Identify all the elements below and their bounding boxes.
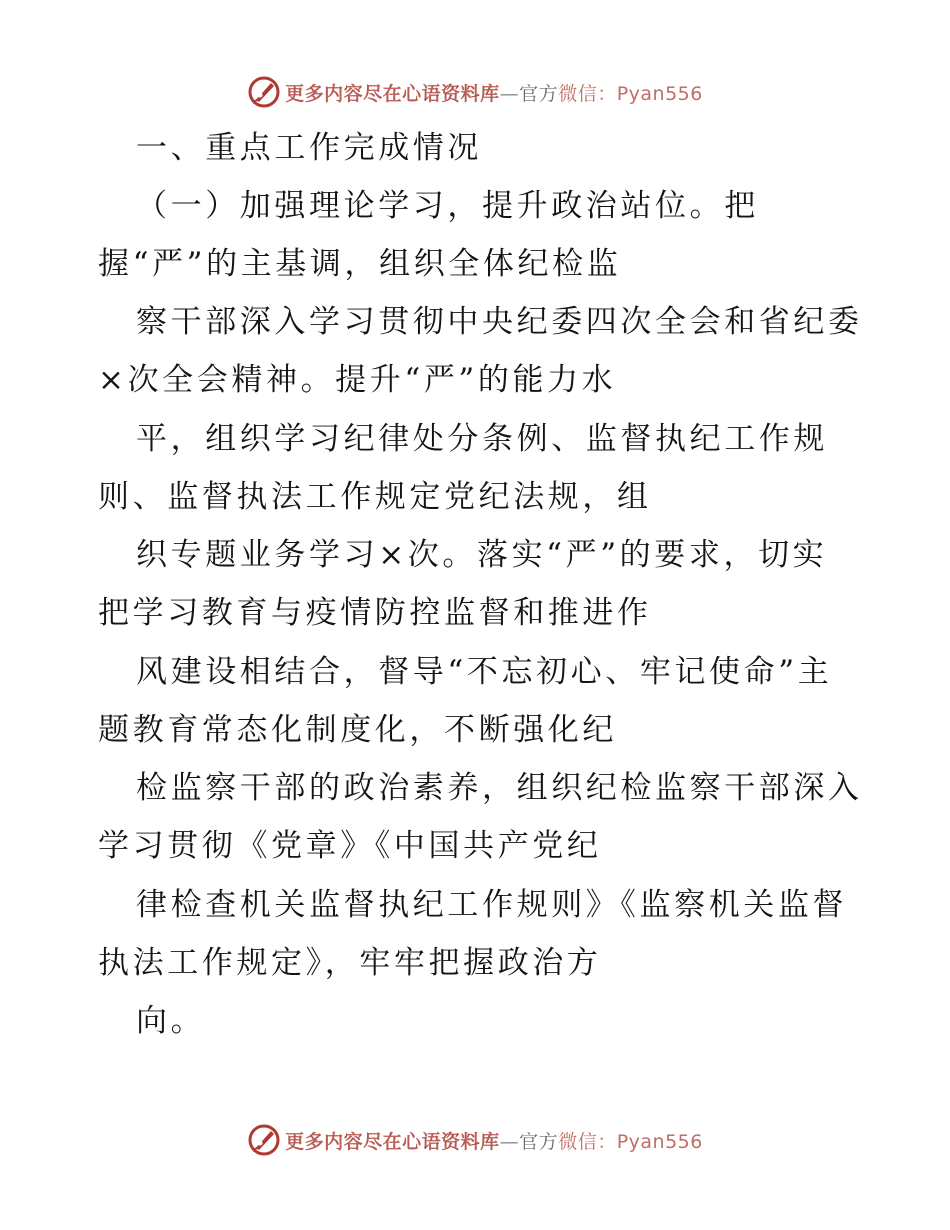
quill-logo-icon [247, 75, 281, 109]
paragraph-line: 察干部深入学习贯彻中央纪委四次全会和省纪委 [136, 304, 863, 340]
paragraph-line: 检监察干部的政治素养，组织纪检监察干部深入 [136, 770, 863, 806]
paragraph-line: 学习贯彻《党章》《中国共产党纪 [98, 828, 602, 864]
watermark-text [285, 1127, 703, 1154]
watermark-dash: — [499, 82, 520, 105]
watermark-brand: 更多内容尽在心语资料库 [285, 1130, 500, 1153]
watermark-dash: — [499, 1130, 520, 1153]
watermark-brand: 更多内容尽在心语资料库 [285, 82, 500, 105]
paragraph-line: 织专题业务学习×次。落实“严”的要求，切实 [136, 537, 828, 573]
paragraph-line: 执法工作规定》，牢牢把握政治方 [98, 945, 602, 981]
paragraph-line: 把学习教育与疫情防控监督和推进作 [98, 595, 652, 631]
paragraph-line: 风建设相结合，督导“不忘初心、牢记使命”主 [136, 654, 833, 690]
watermark-wechat: 微信：Pyan556 [558, 1130, 703, 1153]
header-watermark [0, 72, 950, 112]
paragraph-line: ×次全会精神。提升“严”的能力水 [98, 362, 617, 398]
quill-logo-icon [247, 1123, 281, 1157]
paragraph-line: 向。 [136, 1003, 206, 1039]
watermark-official: 官方 [519, 1130, 559, 1153]
watermark-text [285, 79, 703, 106]
paragraph-line: 律检查机关监督执纪工作规则》《监察机关监督 [136, 887, 848, 923]
paragraph-line: 握“严”的主基调，组织全体纪检监 [98, 246, 622, 282]
section-heading: 一、重点工作完成情况 [136, 130, 482, 166]
paragraph-line: （一）加强理论学习，提升政治站位。把 [136, 188, 759, 224]
footer-watermark [0, 1120, 950, 1160]
paragraph-line: 平，组织学习纪律处分条例、监督执纪工作规 [136, 421, 828, 457]
watermark-official: 官方 [519, 82, 559, 105]
paragraph-line: 则、监督执法工作规定党纪法规，组 [98, 479, 652, 515]
paragraph-line: 题教育常态化制度化，不断强化纪 [98, 712, 617, 748]
watermark-wechat: 微信：Pyan556 [558, 82, 703, 105]
